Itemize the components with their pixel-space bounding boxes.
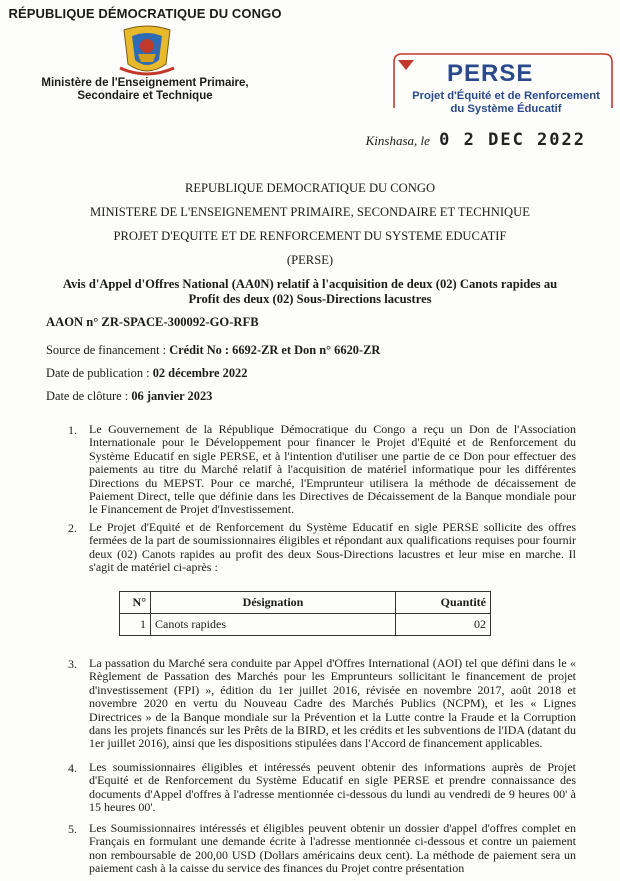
column-header-quantity: Quantité: [396, 592, 491, 614]
coat-of-arms-logo: [118, 24, 176, 78]
paragraph-4: Les soumissionnaires éligibles et intéressés peuvent obtenir des informations auprès de Projet d'Equité et de Renforcement du Système Educatif en sigle PERSE et prendre connaissance des documents d'Appel d'offres à l'adresse mentionnée ci-dessous du lundi au vendredi de 9 heures 00' à 15 heures 00'.: [89, 760, 576, 815]
paragraph-number: 1.: [68, 423, 77, 437]
paragraph-number: 3.: [68, 657, 77, 671]
table-row: [120, 614, 491, 636]
date-stamp: 0 2 DEC 2022: [439, 130, 586, 150]
paragraph-number: 2.: [68, 521, 77, 535]
ministry-name: Ministère de l'Enseignement Primaire, Secondaire et Technique: [41, 77, 249, 102]
aaon-number: AAON n° ZR-SPACE-300092-GO-RFB: [46, 315, 259, 329]
items-table: [119, 591, 491, 636]
perse-logo-subtitle: Projet d'Équité et de Renforcement du Système Éducatif: [412, 90, 600, 115]
paragraph-number: 5.: [68, 822, 77, 836]
column-header-designation: Désignation: [151, 592, 396, 614]
notice-title: Avis d'Appel d'Offres National (AA0N) relatif à l'acquisition de deux (02) Canots rapides au Profit des deux (02) Sous-Directions lacustres: [62, 277, 558, 306]
date-place: Kinshasa, le: [365, 133, 430, 148]
column-header-number: N°: [120, 592, 151, 614]
country-name: RÉPUBLIQUE DÉMOCRATIQUE DU CONGO: [8, 6, 282, 21]
paragraph-number: 4.: [68, 761, 77, 775]
publication-date: Date de publication : 02 décembre 2022: [46, 366, 248, 380]
perse-logo-title: PERSE: [447, 60, 534, 87]
paragraph-1: Le Gouvernement de la République Démocratique du Congo a reçu un Don de l'Association Internationale pour le Développement pour financer le Projet d'Equité et de Renforcement du Système Educatif en sigle PERSE, et à l'intention d'utiliser une partie de ce Don pour effectuer des paiements au titre du Marché relatif à l'acquisition de matériel informatique pour les différentes Directions du MEPST. Pour ce marché, l'Emprunteur utilisera la méthode de décaissement de Paiement Direct, telle que définie dans les Directives de Décaissement de la Banque mondiale pour le Financement de Projet d'Investissement.: [89, 422, 576, 517]
header-line-4: (PERSE): [286, 253, 334, 267]
table-header-row: [120, 592, 491, 614]
paragraph-2: Le Projet d'Equité et de Renforcement du Système Educatif en sigle PERSE sollicite des offres fermées de la part de soumissionnaires éligibles et répondant aux qualifications requises pour fournir deux (02) Canots rapides au profit des deux Sous-Directions lacustres et leur mise en marche. Il s'agit de matériel ci-après :: [89, 520, 576, 575]
header-line-1: REPUBLIQUE DEMOCRATIQUE DU CONGO: [184, 181, 436, 195]
cell-quantity: 02: [396, 614, 491, 636]
cell-designation: Canots rapides: [151, 614, 396, 636]
header-line-3: PROJET D'EQUITE ET DE RENFORCEMENT DU SYSTEME EDUCATIF: [113, 229, 507, 243]
document-date: [366, 130, 586, 150]
header-line-2: MINISTERE DE L'ENSEIGNEMENT PRIMAIRE, SECONDAIRE ET TECHNIQUE: [90, 205, 530, 219]
closing-date: Date de clôture : 06 janvier 2023: [46, 389, 213, 403]
cell-number: 1: [120, 614, 151, 636]
paragraph-3: La passation du Marché sera conduite par Appel d'Offres International (AOI) tel que défini dans le « Règlement de Passation des Marchés pour les Emprunteurs sollicitant le financement de projet d'investissement (FPI) », édition du 1er juillet 2016, révisée en novembre 2017, août 2018 et novembre 2020 en vertu du Nouveau Cadre des Marchés Publics (NCPM), et les « Lignes Directrices » de la Banque mondiale sur la Prévention et la Lutte contre la Fraude et la Corruption dans les projets financés sur les Prêts de la BIRD, et les crédits et les subventions de l'IDA (datant du 1er juillet 2016), ainsi que les dispositions stipulées dans l'Accord de financement applicables.: [89, 656, 576, 751]
paragraph-5: Les Soumissionnaires intéressés et éligibles peuvent obtenir un dossier d'appel d'offres complet en Français en formulant une demande écrite à l'adresse mentionnée ci-dessous et contre un paiement non remboursable de 200,00 USD (Dollars américains deux cent). La méthode de paiement sera un paiement cash à la caisse du service des finances du Projet contre présentation: [89, 822, 576, 876]
financing-source: Source de financement : Crédit No : 6692-ZR et Don n° 6620-ZR: [46, 343, 381, 357]
